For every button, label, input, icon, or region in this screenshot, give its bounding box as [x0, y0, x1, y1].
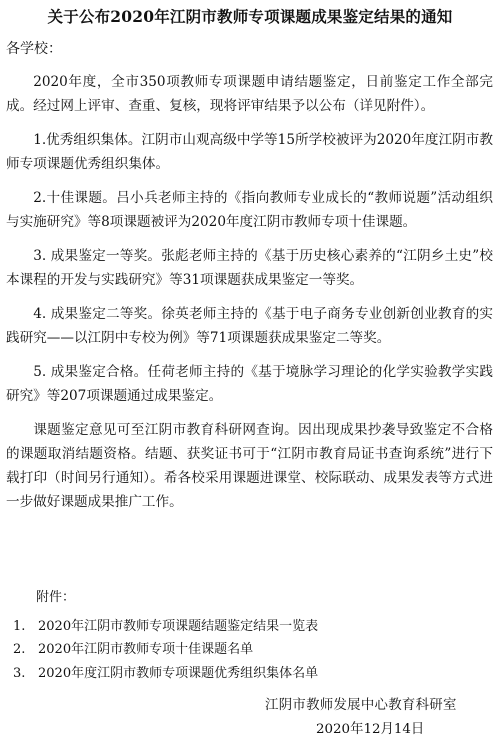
paragraph-closing: 课题鉴定意见可至江阴市教育科研网查询。因出现成果抄袭导致鉴定不合格的课题取消结题资格。结题、获奖证书可于“江阴市教育局证书查询系统”进行下载打印（时间另行通知）。希各校采用课题进课堂、校际联动、成果发表等方式进一步做好课题成果推广工作。 — [6, 422, 493, 510]
attachment-title: 2020年度江阴市教师专项课题优秀组织集体名单 — [38, 665, 319, 681]
attachment-title: 2020年江阴市教师专项课题结题鉴定结果一览表 — [38, 618, 319, 634]
issue-date: 2020年12月14日 — [316, 722, 425, 737]
paragraph-intro: 2020年度，全市350项教师专项课题申请结题鉴定，日前鉴定工作全部完成。经过网上评审、查重、复核，现将评审结果予以公布（详见附件）。 — [6, 74, 493, 114]
paragraph-excellent-organization: 1.优秀组织集体。江阴市山观高级中学等15所学校被评为2020年度江阴市教师专项课题优秀组织集体。 — [6, 132, 493, 172]
paragraph-second-prize: 4. 成果鉴定二等奖。徐英老师主持的《基于电子商务专业创新创业教育的实践研究——以江阴中专校为例》等71项课题获成果鉴定二等奖。 — [6, 306, 493, 346]
attachment-number: 2. — [13, 642, 26, 657]
attachment-number: 1. — [13, 618, 26, 634]
paragraph-qualified: 5. 成果鉴定合格。任荷老师主持的《基于境脉学习理论的化学实验教学实践研究》等207项课题通过成果鉴定。 — [6, 364, 493, 404]
attachment-item — [13, 662, 318, 686]
attachment-number: 3. — [13, 665, 26, 681]
attachment-item — [13, 615, 318, 639]
attachment-title: 2020年江阴市教师专项十佳课题名单 — [38, 642, 254, 657]
attachment-item — [13, 638, 318, 662]
attachments-heading: 附件： — [36, 590, 76, 605]
notice-body — [6, 70, 493, 524]
issuer-signature: 江阴市教师发展中心教育科研室 — [265, 698, 457, 713]
paragraph-first-prize: 3. 成果鉴定一等奖。张彪老师主持的《基于历史核心素养的“江阴乡土史”校本课程的开发与实践研究》等31项课题获成果鉴定一等奖。 — [6, 248, 493, 288]
salutation: 各学校： — [6, 41, 62, 57]
notice-title: 关于公布2020年江阴市教师专项课题成果鉴定结果的通知 — [47, 7, 453, 26]
attachments-section — [13, 586, 318, 685]
paragraph-top-ten-topics: 2.十佳课题。吕小兵老师主持的《指向教师专业成长的“教师说题”活动组织与实施研究》等8项课题被评为2020年度江阴市教师专项十佳课题。 — [6, 190, 493, 230]
